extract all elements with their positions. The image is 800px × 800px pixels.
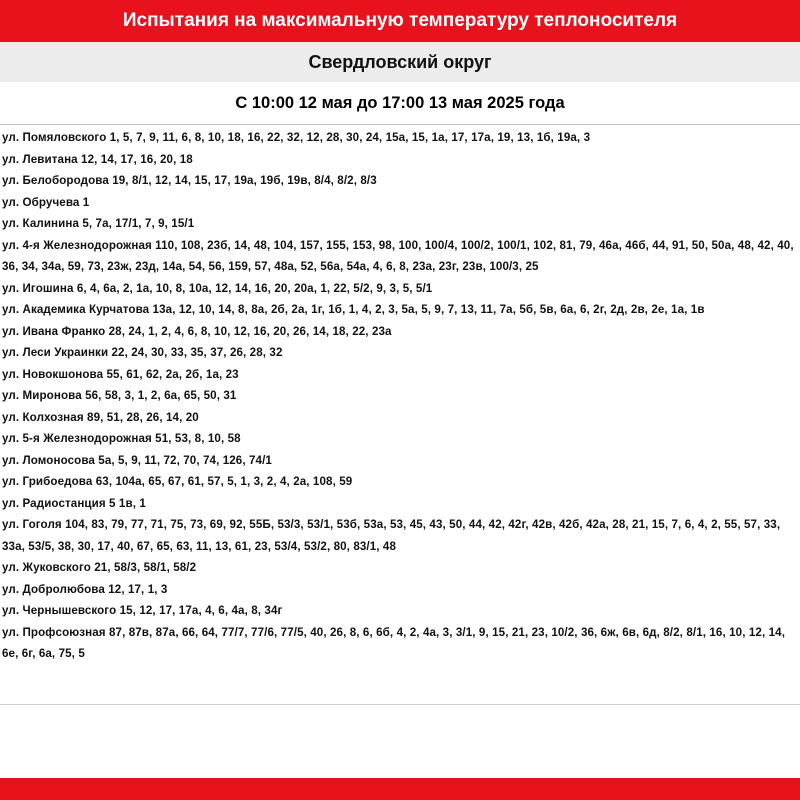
street-row: ул. 4-я Железнодорожная 110, 108, 23б, 14, 48, 104, 157, 155, 153, 98, 100, 100/4, 100/2, 100/1, 102, 81, 79, 46а, 46б, 44, 91, 50, 50а, 48, 42, 40, 36, 34, 34а, 59, 73, 23ж, 23д, 14а, 54, 56, 159, 57, 48а, 52, 56а, 54а, 4, 6, 8, 23а, 23г, 23в, 100/3, 25 xyxy=(2,238,794,273)
street-row: ул. Ломоносова 5а, 5, 9, 11, 72, 70, 74, 126, 74/1 xyxy=(2,453,272,467)
street-row: ул. Игошина 6, 4, 6а, 2, 1а, 10, 8, 10а, 12, 14, 16, 20, 20а, 1, 22, 5/2, 9, 3, 5, 5/1 xyxy=(2,281,433,295)
district-band xyxy=(0,42,800,82)
footer-bar xyxy=(0,778,800,800)
street-row: ул. Грибоедова 63, 104а, 65, 67, 61, 57, 5, 1, 3, 2, 4, 2а, 108, 59 xyxy=(2,475,353,488)
street-row: ул. Обручева 1 xyxy=(2,195,90,209)
street-row: ул. 5-я Железнодорожная 51, 53, 8, 10, 58 xyxy=(2,432,241,445)
street-row: ул. Левитана 12, 14, 17, 16, 20, 18 xyxy=(2,152,193,166)
street-row: ул. Профсоюзная 87, 87в, 87а, 66, 64, 77/7, 77/6, 77/5, 40, 26, 8, 6, 6б, 4, 2, 4а, 3, 3/1, 9, 15, 21, 23, 10/2, 36, 6ж, 6в, 6д, 8/2, 8/1, 16, 10, 12, 14, 6е, 6г, 6а, 75, 5 xyxy=(2,625,786,660)
street-row: ул. Помяловского 1, 5, 7, 9, 11, 6, 8, 10, 18, 16, 22, 32, 12, 28, 30, 24, 15а, 15, 1а, 17, 17а, 19, 13, 1б, 19а, 3 xyxy=(2,131,591,144)
street-row: ул. Ивана Франко 28, 24, 1, 2, 4, 6, 8, 10, 12, 16, 20, 26, 14, 18, 22, 23а xyxy=(2,324,392,338)
district-name: Свердловский округ xyxy=(308,51,492,72)
page-title: Испытания на максимальную температуру теплоносителя xyxy=(122,10,678,31)
street-row: ул. Радиостанция 5 1в, 1 xyxy=(2,496,146,510)
street-row: ул. Миронова 56, 58, 3, 1, 2, 6а, 65, 50, 31 xyxy=(2,389,237,402)
street-row: ул. Новокшонова 55, 61, 62, 2а, 2б, 1а, 23 xyxy=(2,367,239,381)
street-row: ул. Чернышевского 15, 12, 17, 17а, 4, 6, 4а, 8, 34г xyxy=(2,604,283,617)
street-row: ул. Академика Курчатова 13а, 12, 10, 14, 8, 8а, 2б, 2а, 1г, 1б, 1, 4, 2, 3, 5а, 5, 9, 7, 13, 11, 7а, 5б, 5в, 6а, 6, 2г, 2д, 2в, 2е, 1а, 1в xyxy=(2,303,705,316)
title-banner xyxy=(0,0,800,42)
street-row: ул. Калинина 5, 7а, 17/1, 7, 9, 15/1 xyxy=(2,217,195,230)
street-list-panel xyxy=(0,124,800,705)
period-band xyxy=(0,82,800,125)
street-row: ул. Жуковского 21, 58/3, 58/1, 58/2 xyxy=(2,561,197,574)
street-row: ул. Леси Украинки 22, 24, 30, 33, 35, 37, 26, 28, 32 xyxy=(2,346,283,359)
test-period: С 10:00 12 мая до 17:00 13 мая 2025 года xyxy=(235,93,565,112)
street-list xyxy=(0,124,800,665)
street-row: ул. Белобородова 19, 8/1, 12, 14, 15, 17, 19а, 19б, 19в, 8/4, 8/2, 8/3 xyxy=(2,174,377,187)
street-row: ул. Добролюбова 12, 17, 1, 3 xyxy=(2,582,168,596)
street-row: ул. Гоголя 104, 83, 79, 77, 71, 75, 73, 69, 92, 55Б, 53/3, 53/1, 53б, 53а, 53, 45, 43, 50, 44, 42, 42г, 42в, 42б, 42а, 28, 21, 15, 7, 6, 4, 2, 55, 57, 33, 33а, 53/5, 38, 30, 17, 40, 67, 65, 63, 11, 13, 61, 23, 53/4, 53/2, 80, 83/1, 48 xyxy=(2,518,781,553)
street-row: ул. Колхозная 89, 51, 28, 26, 14, 20 xyxy=(2,410,199,424)
